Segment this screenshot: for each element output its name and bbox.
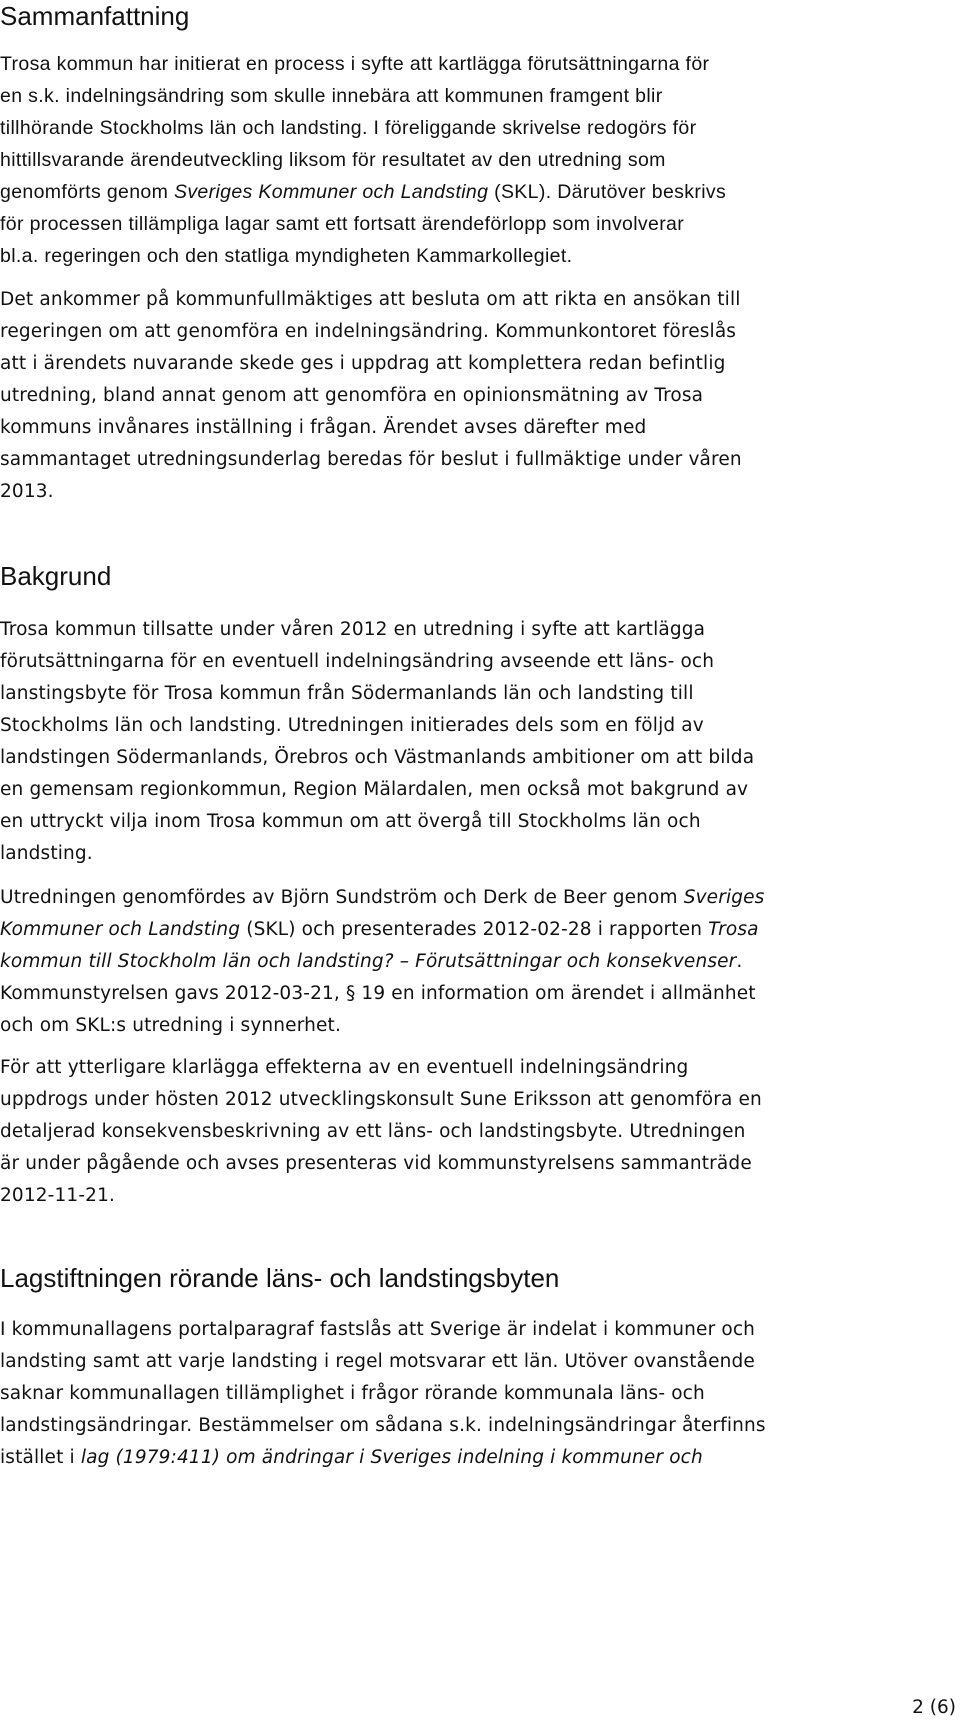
text-line: bl.a. regeringen och den statliga myndigheten Kammarkollegiet. xyxy=(0,245,573,267)
text-line: tillhörande Stockholms län och landsting. I föreliggande skrivelse redogörs för xyxy=(0,117,697,139)
heading-summary: Sammanfattning xyxy=(0,1,190,31)
background-paragraph-3 xyxy=(0,1052,958,1212)
text-line: 2013. xyxy=(0,481,54,502)
background-paragraph-1 xyxy=(0,614,958,870)
italic-org-name: Sveriges xyxy=(683,887,765,908)
text-line: 2012-11-21. xyxy=(0,1185,116,1206)
text-line xyxy=(0,914,958,946)
text-line: är under pågående och avses presenteras vid kommunstyrelsens sammanträde xyxy=(0,1153,752,1174)
text-line: att i ärendets nuvarande skede ges i uppdrag att komplettera redan befintlig xyxy=(0,353,726,374)
page-number: 2 (6) xyxy=(912,1697,956,1718)
text-line xyxy=(0,882,958,914)
text-line: För att ytterligare klarlägga effekterna av en eventuell indelningsändring xyxy=(0,1057,689,1078)
text-line xyxy=(0,176,958,208)
text-line: en s.k. indelningsändring som skulle innebära att kommunen framgent blir xyxy=(0,85,663,107)
text-line: kommuns invånares inställning i frågan. Ärendet avses därefter med xyxy=(0,417,647,438)
text-line: Kommunstyrelsen gavs 2012-03-21, § 19 en information om ärendet i allmänhet xyxy=(0,983,756,1004)
text-line: Det ankommer på kommunfullmäktiges att besluta om att rikta en ansökan till xyxy=(0,289,741,310)
text-line: detaljerad konsekvensbeskrivning av ett läns- och landstingsbyte. Utredningen xyxy=(0,1121,746,1142)
text-line: lanstingsbyte för Trosa kommun från Södermanlands län och landsting till xyxy=(0,683,694,704)
text-line: landsting. xyxy=(0,843,93,864)
text-line: regeringen om att genomföra en indelningsändring. Kommunkontoret föreslås xyxy=(0,321,737,342)
text-line: Stockholms län och landsting. Utredningen initierades dels som en följd av xyxy=(0,715,704,736)
text-line: sammantaget utredningsunderlag beredas för beslut i fullmäktige under våren xyxy=(0,449,742,470)
text-line: uppdrogs under hösten 2012 utvecklingskonsult Sune Eriksson att genomföra en xyxy=(0,1089,762,1110)
legislation-paragraph-1 xyxy=(0,1314,958,1474)
text-line: för processen tillämpliga lagar samt ett fortsatt ärendeförlopp som involverar xyxy=(0,213,685,235)
text-line: en gemensam regionkommun, Region Mälardalen, men också mot bakgrund av xyxy=(0,779,749,800)
text-line xyxy=(0,1442,958,1474)
text-line: landstingsändringar. Bestämmelser om sådana s.k. indelningsändringar återfinns xyxy=(0,1415,766,1436)
heading-background: Bakgrund xyxy=(0,561,112,591)
text-run: Utredningen genomfördes av Björn Sundström och Derk de Beer genom xyxy=(0,887,684,908)
text-line: landstingen Södermanlands, Örebros och Västmanlands ambitioner om att bilda xyxy=(0,747,755,768)
italic-org-name: Sveriges Kommuner och Landsting xyxy=(173,181,489,203)
heading-legislation: Lagstiftningen rörande läns- och landstingsbyten xyxy=(0,1263,560,1293)
text-line: landsting samt att varje landsting i regel motsvarar ett län. Utöver ovanstående xyxy=(0,1351,755,1372)
summary-paragraph-1 xyxy=(0,48,958,272)
text-run: genomförts genom xyxy=(0,181,174,203)
italic-org-name: Kommuner och Landsting xyxy=(0,919,241,940)
text-run: istället i xyxy=(0,1447,81,1468)
summary-paragraph-2 xyxy=(0,284,958,508)
text-line xyxy=(0,946,958,978)
text-line: utredning, bland annat genom att genomföra en opinionsmätning av Trosa xyxy=(0,385,704,406)
background-paragraph-2 xyxy=(0,882,958,1042)
text-line: förutsättningarna för en eventuell indelningsändring avseende ett läns- och xyxy=(0,651,715,672)
text-run: . xyxy=(736,951,743,972)
text-line: och om SKL:s utredning i synnerhet. xyxy=(0,1015,341,1036)
italic-report-title: Trosa xyxy=(708,919,759,940)
text-run: (SKL) och presenterades 2012-02-28 i rapporten xyxy=(240,919,709,940)
text-line: en uttryckt vilja inom Trosa kommun om att övergå till Stockholms län och xyxy=(0,811,701,832)
text-line: hittillsvarande ärendeutveckling liksom för resultatet av den utredning som xyxy=(0,149,666,171)
text-line: saknar kommunallagen tillämplighet i frågor rörande kommunala läns- och xyxy=(0,1383,705,1404)
italic-report-title: kommun till Stockholm län och landsting? – Förutsättningar och konsekvenser xyxy=(0,951,737,972)
text-line: Trosa kommun tillsatte under våren 2012 en utredning i syfte att kartlägga xyxy=(0,619,706,640)
italic-law-title: lag (1979:411) om ändringar i Sveriges indelning i kommuner och xyxy=(80,1447,703,1468)
text-line: I kommunallagens portalparagraf fastslås att Sverige är indelat i kommuner och xyxy=(0,1319,756,1340)
text-line: Trosa kommun har initierat en process i syfte att kartlägga förutsättningarna för xyxy=(0,53,710,75)
text-run: (SKL). Därutöver beskrivs xyxy=(488,181,727,203)
